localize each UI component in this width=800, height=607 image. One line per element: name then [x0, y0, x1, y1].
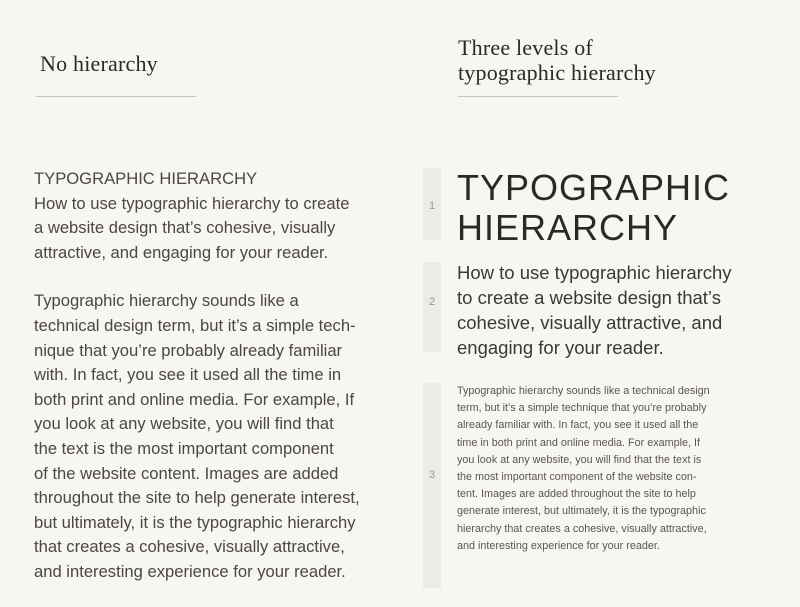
left-body-line: the text is the most important component [34, 438, 334, 458]
right-heading-line: typographic hierarchy [458, 60, 656, 85]
left-body-line: with. In fact, you see it used all the time in [34, 365, 342, 385]
paragraph-gap [34, 265, 382, 289]
left-body-line: technical design term, but it’s a simple tech- [34, 315, 356, 335]
level-2-subtitle [457, 260, 787, 360]
level-1-number: 1 [428, 200, 436, 212]
left-body-line: nique that you’re probably already familiar [34, 340, 343, 360]
level-3-line: tent. Images are added throughout the site to help [457, 488, 696, 501]
level-1-marker [423, 168, 441, 240]
left-subtitle-line: a website design that’s cohesive, visually [34, 218, 336, 238]
level-1-title [457, 168, 787, 248]
left-subtitle-line: How to use typographic hierarchy to create [34, 193, 350, 213]
left-title: TYPOGRAPHIC HIERARCHY [34, 169, 258, 188]
left-body-line: throughout the site to help generate interest, [34, 488, 360, 508]
left-body-line: that creates a cohesive, visually attractive, [34, 537, 345, 557]
left-body-line: but ultimately, it is the typographic hierarchy [34, 512, 356, 532]
left-subtitle-line: attractive, and engaging for your reader. [34, 242, 329, 262]
level-3-line: already familiar with. In fact, you see it used all the [457, 419, 699, 432]
left-body-line: Typographic hierarchy sounds like a [34, 291, 299, 311]
right-heading-divider [458, 96, 618, 97]
level-3-line: generate interest, but ultimately, it is the typographic [457, 505, 706, 518]
level-3-body [457, 383, 777, 555]
left-text-block [34, 167, 382, 585]
level-2-number: 2 [428, 296, 436, 308]
level-1-title-line: TYPOGRAPHIC [457, 167, 731, 208]
level-3-line: you look at any website, you will find that the text is [457, 453, 702, 466]
left-column-heading: No hierarchy [40, 51, 158, 76]
right-heading-line: Three levels of [458, 35, 593, 60]
level-2-line: How to use typographic hierarchy [457, 262, 732, 283]
level-3-number: 3 [428, 469, 436, 481]
level-2-marker [423, 262, 441, 352]
left-body-line: and interesting experience for your reader. [34, 561, 346, 581]
right-column-heading [458, 35, 656, 85]
level-3-line: hierarchy that creates a cohesive, visually attractive, [457, 522, 707, 535]
level-2-line: cohesive, visually attractive, and [457, 312, 723, 333]
level-2-line: engaging for your reader. [457, 337, 664, 358]
level-3-line: time in both print and online media. For example, If [457, 436, 701, 449]
level-3-marker [423, 383, 441, 588]
level-2-line: to create a website design that’s [457, 287, 721, 308]
left-heading-divider [36, 96, 196, 97]
level-1-title-line: HIERARCHY [457, 207, 679, 248]
left-body-line: both print and online media. For example, If [34, 389, 355, 409]
left-body-line: you look at any website, you will find that [34, 414, 334, 434]
left-body-line: of the website content. Images are added [34, 463, 339, 483]
level-3-line: and interesting experience for your reader. [457, 539, 660, 552]
level-3-line: Typographic hierarchy sounds like a technical design [457, 385, 710, 397]
level-3-line: the most important component of the website con- [457, 471, 697, 484]
level-3-line: term, but it’s a simple technique that you’re probably [457, 402, 707, 415]
